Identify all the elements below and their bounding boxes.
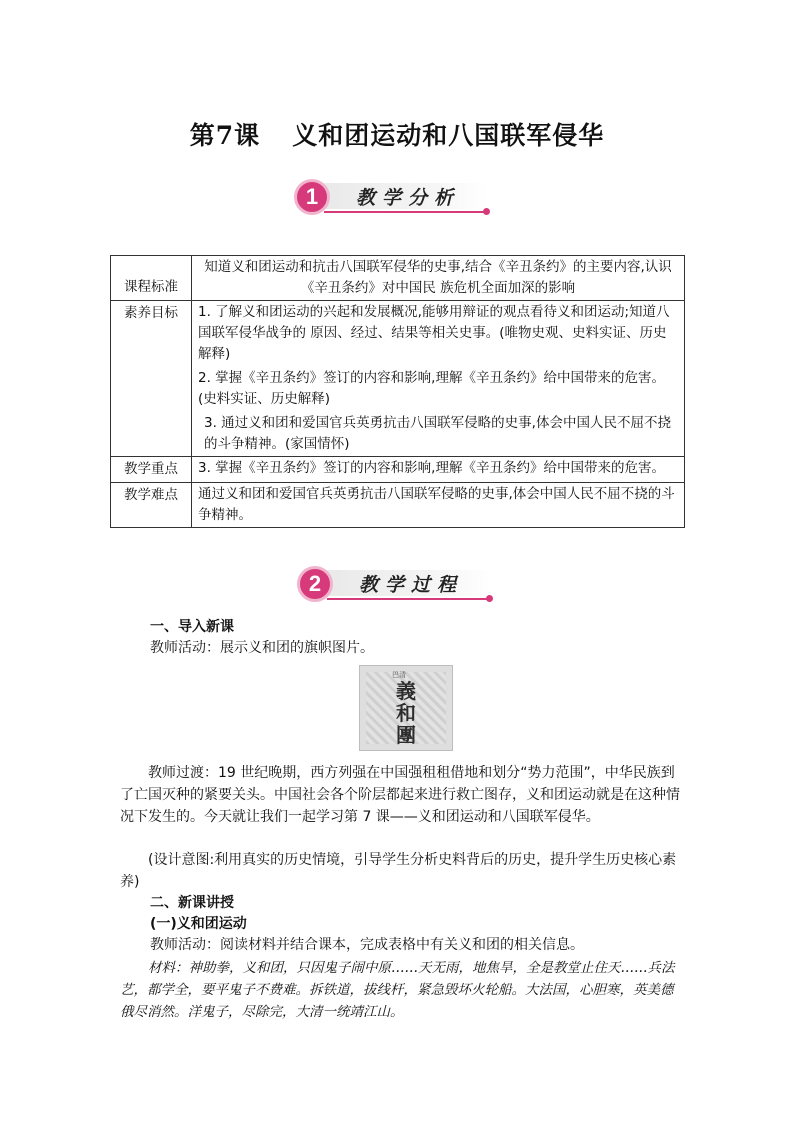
section-heading-new: 二、新课讲授 (150, 895, 234, 911)
banner-dot (486, 595, 493, 602)
row-header: 素养目标 (111, 301, 192, 457)
row-header: 教学难点 (111, 483, 192, 528)
row-content (192, 256, 685, 301)
flag-text: 義和團 (396, 679, 416, 747)
row-header: 课程标准 (111, 256, 192, 301)
lesson-name: 义和团运动和八国联军侵华 (292, 121, 605, 150)
design-intent: (设计意图:利用真实的历史情境，引导学生分析史料背后的历史，提升学生历史核心素养) (120, 852, 677, 890)
section-banner-process (297, 566, 497, 606)
table-row (111, 256, 685, 301)
table-row (111, 457, 685, 483)
table-row (111, 301, 685, 457)
page-title (0, 116, 794, 152)
teacher-activity: 教师活动：展示义和团的旗帜图片。 (150, 640, 374, 656)
teacher-activity-2: 教师活动：阅读材料并结合课本，完成表格中有关义和团的相关信息。 (150, 937, 584, 953)
banner-label: 教学分析 (356, 187, 461, 209)
banner-number-badge: 2 (297, 566, 333, 602)
boxer-material-text: 材料：神助拳，义和团，只因鬼子闹中原……天无雨，地焦旱，全是教堂止住天……兵法艺，都学全，要平鬼子不费难。拆铁道，拔线杆，紧急毁坏火轮船。大法国，心胆寒，英美德俄尽消然。洋鬼子，尽除完，大清一统靖江山。 (120, 960, 675, 1020)
flag-characters (360, 680, 452, 746)
banner-number-badge: 1 (294, 179, 330, 215)
row-content (192, 301, 685, 457)
cell-text: 1. 了解义和团运动的兴起和发展概况,能够用辩证的观点看待义和团运动;知道八国联军侵华战争的 原因、经过、结果等相关史事。(唯物史观、史料实证、历史解释) (198, 304, 670, 362)
table-row (111, 483, 685, 528)
banner-label: 教学过程 (359, 574, 464, 596)
cell-text: 3. 掌握《辛丑条约》签订的内容和影响,理解《辛丑条约》给中国带来的危害。 (198, 460, 665, 476)
subsection-heading: (一)义和团运动 (150, 916, 247, 932)
row-content (192, 483, 685, 528)
section-heading-intro: 一、导入新课 (150, 619, 234, 635)
cell-text: 知道义和团运动和抗击八国联军侵华的史事,结合《辛丑条约》的主要内容,认识《辛丑条约》对中国民 族危机全面加深的影响 (204, 259, 672, 296)
lesson-number: 第7课 (189, 121, 261, 150)
row-content (192, 457, 685, 483)
cell-text: 通过义和团和爱国官兵英勇抗击八国联军侵略的史事,体会中国人民不屈不挠的斗争精神。 (198, 486, 675, 523)
banner-underline (324, 211, 484, 213)
boxer-flag-image (359, 665, 453, 751)
section-banner-analysis (294, 179, 494, 219)
banner-underline (327, 598, 487, 600)
curriculum-table (110, 255, 685, 528)
row-header: 教学重点 (111, 457, 192, 483)
cell-text: 2. 掌握《辛丑条约》签订的内容和影响,理解《辛丑条约》给中国带来的危害。(史料实证、历史解释) (198, 370, 665, 407)
teacher-transition: 教师过渡：19 世纪晚期，西方列强在中国强租租借地和划分“势力范围”，中华民族到了亡国灭种的紧要关头。中国社会各个阶层都起来进行救亡图存，义和团运动就是在这种情况下发生的。今天就让我们一起学习第 7 课——义和团运动和八国联军侵华。 (120, 765, 680, 825)
banner-dot (483, 208, 490, 215)
flag-small-text: 巴清 (392, 671, 406, 679)
cell-text: 3. 通过义和团和爱国官兵英勇抗击八国联军侵略的史事,体会中国人民不屈不挠的斗争精神。(家国情怀) (204, 415, 671, 452)
